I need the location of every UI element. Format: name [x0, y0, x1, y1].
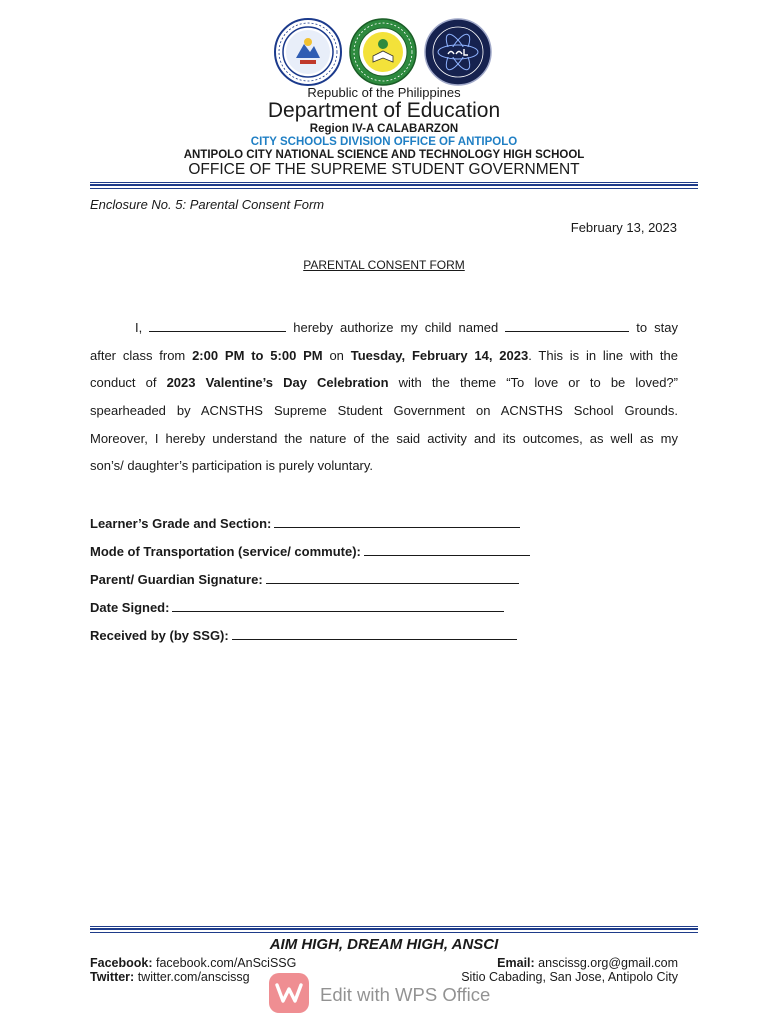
school-address: Sitio Cabading, San Jose, Antipolo City	[461, 970, 678, 984]
consent-line-5: Moreover, I hereby understand the nature of the said activity and its outcomes, as well as my	[90, 431, 678, 446]
letter-date: February 13, 2023	[570, 220, 677, 235]
republic-line: Republic of the Philippines	[307, 85, 461, 100]
facebook-contact: Facebook: facebook.com/AnSciSSG	[90, 956, 297, 970]
twitter-contact: Twitter: twitter.com/anscissg	[90, 970, 250, 984]
wps-watermark[interactable]	[268, 974, 530, 1016]
office-title: OFFICE OF THE SUPREME STUDENT GOVERNMENT	[188, 161, 580, 178]
enclosure-label: Enclosure No. 5: Parental Consent Form	[90, 197, 325, 212]
division-line: CITY SCHOOLS DIVISION OFFICE OF ANTIPOLO	[250, 136, 518, 148]
ssg-logo-icon	[424, 18, 492, 86]
school-seal-icon	[349, 18, 417, 86]
twitter-link[interactable]: twitter.com/anscissg	[137, 970, 250, 984]
parent-name-blank	[149, 319, 286, 332]
consent-line-3: conduct of 2023 Valentine’s Day Celebration with the theme “To love or to be loved?”	[90, 375, 678, 390]
received-by-blank[interactable]	[232, 627, 517, 640]
region-line: Region IV-A CALABARZON	[309, 123, 459, 135]
wps-watermark-text: Edit with WPS Office	[320, 984, 491, 1005]
footer-motto: AIM HIGH, DREAM HIGH, ANSCI	[269, 936, 499, 953]
consent-line-4: spearheaded by ACNSTHS Supreme Student Government on ACNSTHS School Grounds.	[90, 403, 678, 418]
email-contact: Email: anscissg.org@gmail.com	[497, 956, 678, 970]
wps-logo-icon	[268, 972, 310, 1019]
transportation-blank[interactable]	[364, 543, 530, 556]
field-transportation: Mode of Transportation (service/ commute):	[90, 543, 530, 559]
child-name-blank	[505, 319, 629, 332]
header-divider	[90, 182, 698, 190]
consent-line-6: son’s/ daughter’s participation is purely voluntary.	[90, 458, 374, 473]
date-signed-blank[interactable]	[172, 599, 504, 612]
signature-blank[interactable]	[266, 571, 519, 584]
email-link[interactable]: anscissg.org@gmail.com	[538, 956, 678, 970]
grade-section-blank[interactable]	[274, 515, 520, 528]
field-date-signed: Date Signed:	[90, 599, 504, 615]
facebook-link[interactable]: facebook.com/AnSciSSG	[156, 956, 297, 970]
department-title: Department of Education	[267, 99, 501, 122]
school-name: ANTIPOLO CITY NATIONAL SCIENCE AND TECHNOLOGY HIGH SCHOOL	[183, 149, 585, 161]
consent-line-2: after class from 2:00 PM to 5:00 PM on Tuesday, February 14, 2023. This is in line with the	[90, 348, 678, 363]
field-received-by: Received by (by SSG):	[90, 627, 517, 643]
consent-line-1: I, hereby authorize my child named to stay	[135, 320, 678, 335]
form-title: PARENTAL CONSENT FORM	[303, 258, 465, 272]
field-signature: Parent/ Guardian Signature:	[90, 571, 519, 587]
field-grade-section: Learner’s Grade and Section:	[90, 515, 520, 531]
deped-seal-icon	[274, 18, 342, 86]
footer-divider	[90, 926, 698, 934]
